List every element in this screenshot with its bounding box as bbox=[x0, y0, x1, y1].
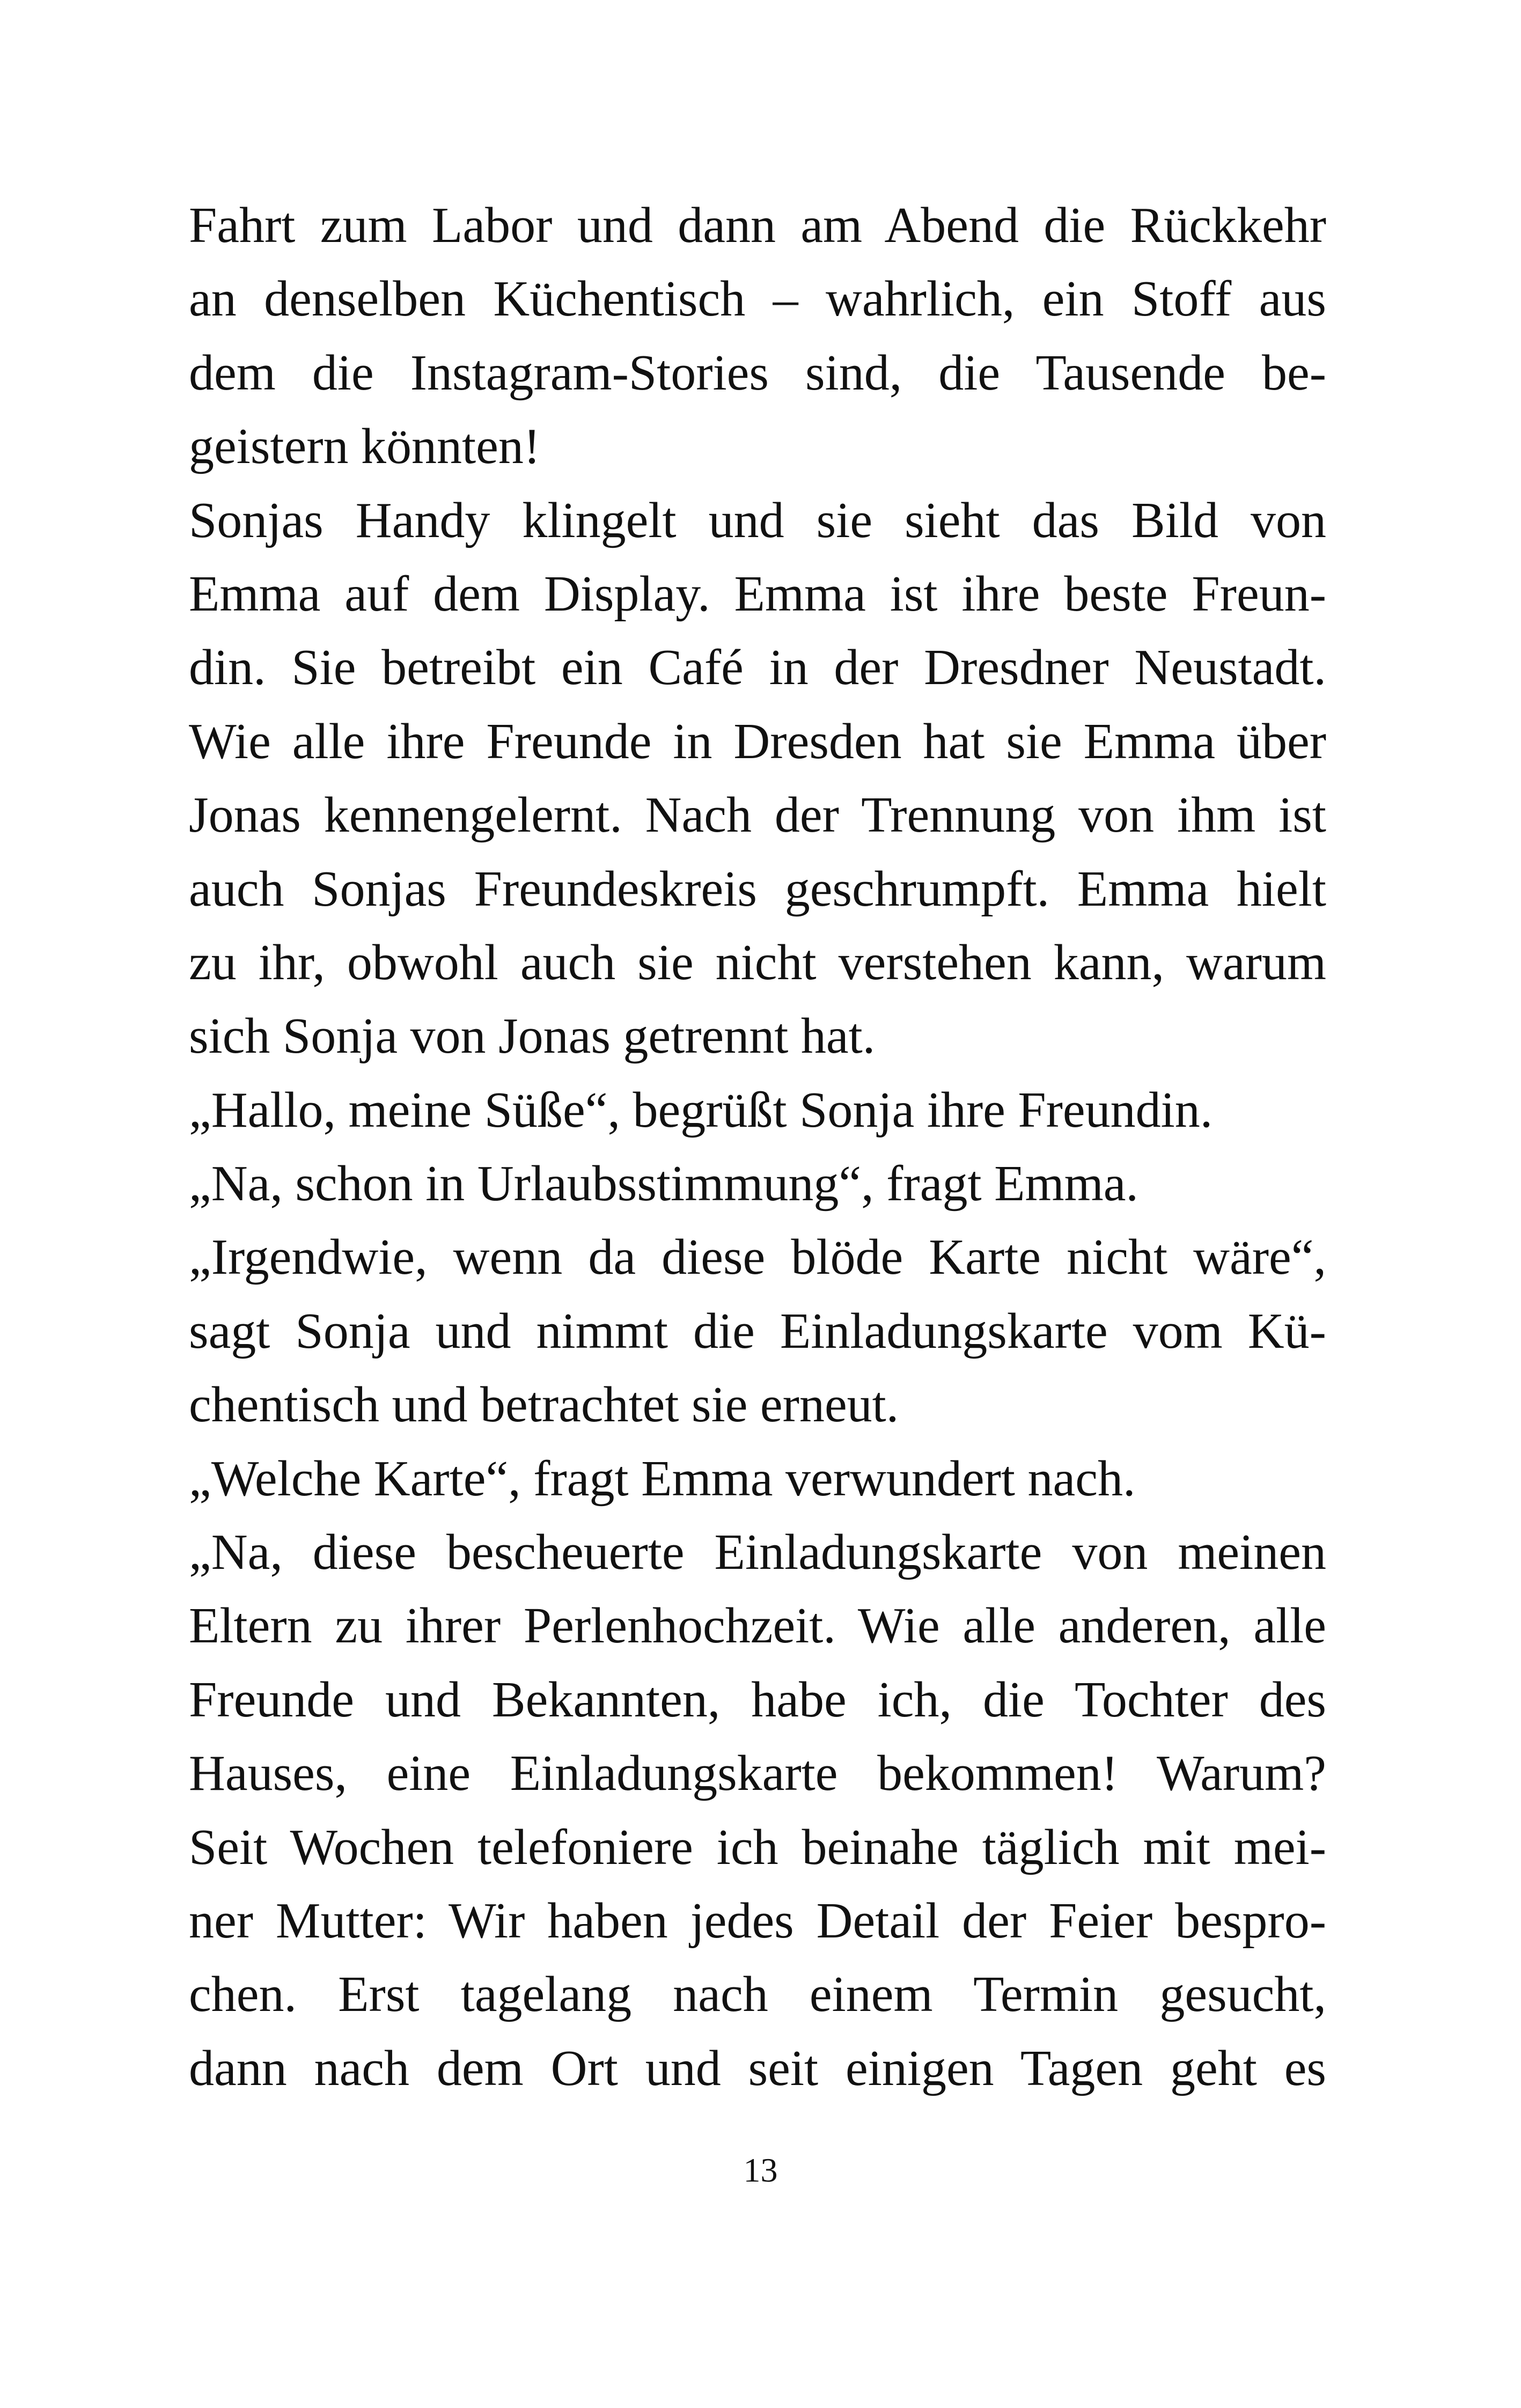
text-line: dem die Instagram-Stories sind, die Tausende be- bbox=[189, 344, 1326, 401]
text-line: an denselben Küchentisch – wahrlich, ein Stoff aus bbox=[189, 271, 1326, 327]
text-line: Hauses, eine Einladungskarte bekommen! Warum? bbox=[189, 1745, 1326, 1802]
text-line: „Welche Karte“, fragt Emma verwundert nach. bbox=[189, 1450, 1136, 1507]
text-line: Seit Wochen telefoniere ich beinahe täglich mit mei- bbox=[189, 1819, 1326, 1875]
text-line: chen. Erst tagelang nach einem Termin gesucht, bbox=[189, 1966, 1326, 2023]
text-line: Jonas kennengelernt. Nach der Trennung von ihm ist bbox=[189, 787, 1326, 843]
text-line: chentisch und betrachtet sie erneut. bbox=[189, 1377, 899, 1433]
text-line: ner Mutter: Wir haben jedes Detail der Feier bespro- bbox=[189, 1892, 1326, 1949]
text-line: Sonjas Handy klingelt und sie sieht das Bild von bbox=[189, 492, 1326, 548]
text-line: din. Sie betreibt ein Café in der Dresdner Neustadt. bbox=[189, 640, 1326, 696]
text-line: „Na, schon in Urlaubsstimmung“, fragt Emma. bbox=[189, 1156, 1138, 1212]
text-line: Wie alle ihre Freunde in Dresden hat sie Emma über bbox=[189, 713, 1326, 769]
text-line: geistern könnten! bbox=[189, 419, 541, 475]
text-line: Fahrt zum Labor und dann am Abend die Rückkehr bbox=[189, 197, 1326, 253]
text-line: „Na, diese bescheuerte Einladungskarte von meinen bbox=[189, 1524, 1326, 1581]
text-line: „Hallo, meine Süße“, begrüßt Sonja ihre Freundin. bbox=[189, 1082, 1213, 1138]
text-line: auch Sonjas Freundeskreis geschrumpft. Emma hielt bbox=[189, 861, 1326, 917]
text-line: Emma auf dem Display. Emma ist ihre beste Freun- bbox=[189, 566, 1326, 622]
page-number: 13 bbox=[743, 2151, 778, 2189]
text-line: Eltern zu ihrer Perlenhochzeit. Wie alle anderen, alle bbox=[189, 1598, 1326, 1654]
text-line: zu ihr, obwohl auch sie nicht verstehen kann, warum bbox=[189, 934, 1326, 990]
text-line: Freunde und Bekannten, habe ich, die Tochter des bbox=[189, 1671, 1326, 1728]
text-line: sagt Sonja und nimmt die Einladungskarte vom Kü- bbox=[189, 1303, 1326, 1359]
text-line: „Irgendwie, wenn da diese blöde Karte nicht wäre“, bbox=[189, 1229, 1326, 1286]
text-line: dann nach dem Ort und seit einigen Tagen geht es bbox=[189, 2040, 1326, 2096]
text-line: sich Sonja von Jonas getrennt hat. bbox=[189, 1008, 876, 1064]
body-text bbox=[189, 189, 1326, 2105]
